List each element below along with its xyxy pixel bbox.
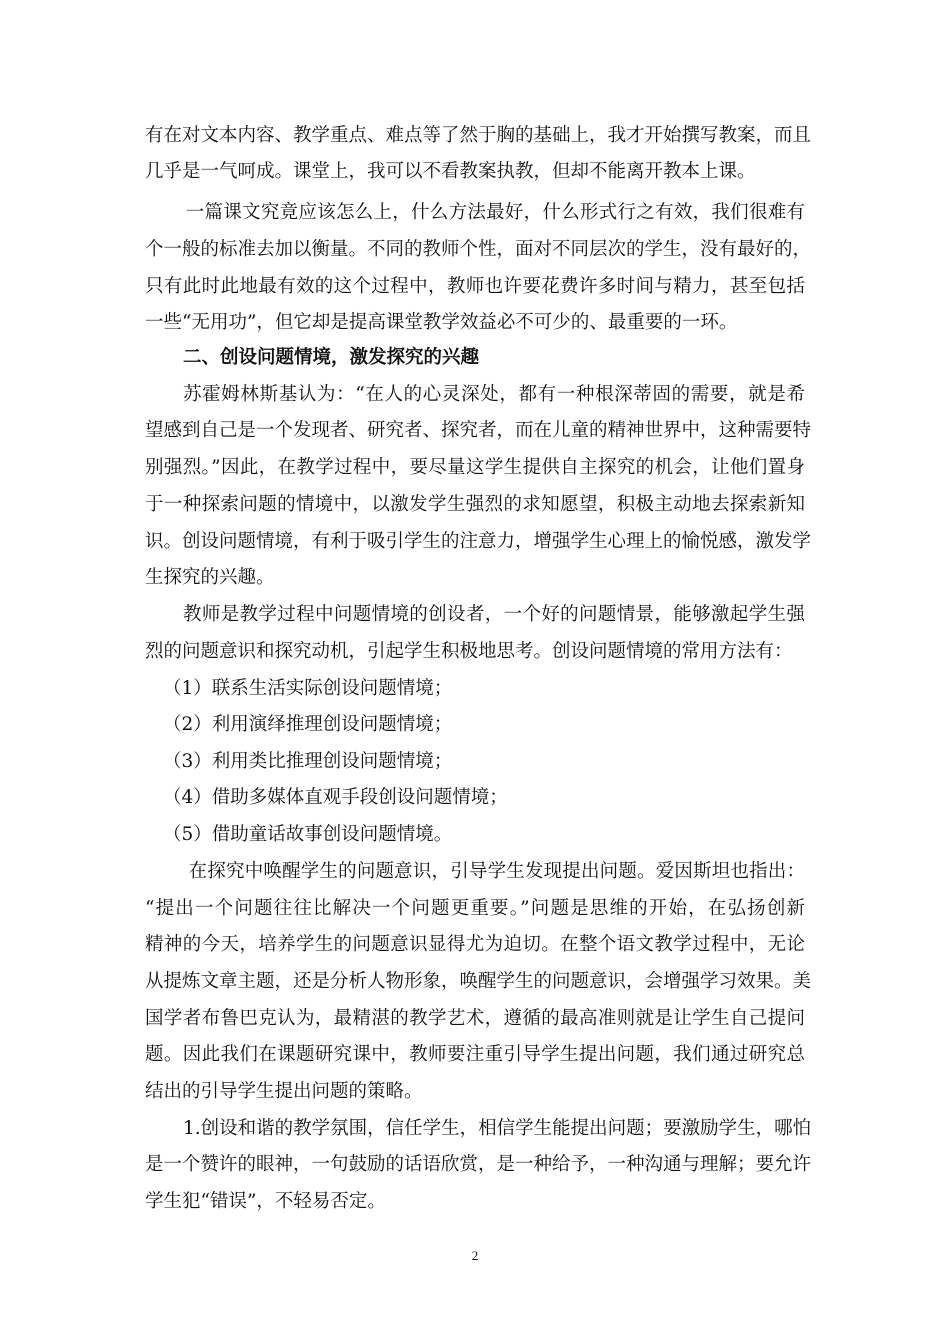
paragraph-line: 精神的今天，培养学生的问题意识显得尤为迫切。在整个语文教学过程中，无论	[145, 934, 805, 955]
paragraph-line: 是一个赞许的眼神，一句鼓励的话语欣赏，是一种给予，一种沟通与理解；要允许	[145, 1154, 812, 1175]
paragraph-line: 1.创设和谐的教学氛围，信任学生，相信学生能提出问题；要激励学生，哪怕	[183, 1118, 812, 1139]
list-item: （4）借助多媒体直观手段创设问题情境；	[163, 787, 508, 808]
paragraph-line: 于一种探索问题的情境中，以激发学生强烈的求知愿望，积极主动地去探索新知	[145, 494, 805, 515]
paragraph-line: 只有此时此地最有效的这个过程中，教师也许要花费许多时间与精力，甚至包括	[145, 276, 805, 297]
section-heading: 二、创设问题情境，激发探究的兴趣	[183, 347, 480, 368]
paragraph-line: 结出的引导学生提出问题的策略。	[145, 1081, 423, 1102]
paragraph-line: 个一般的标准去加以衡量。不同的教师个性，面对不同层次的学生，没有最好的，	[145, 239, 812, 260]
paragraph-line: 一些“无用功”，但它却是提高课堂教学效益必不可少的、最重要的一环。	[145, 312, 738, 333]
page-number: 2	[471, 1248, 479, 1263]
paragraph-line: 从提炼文章主题，还是分析人物形象，唤醒学生的问题意识，会增强学习效果。美	[145, 971, 812, 992]
paragraph-line: 生探究的兴趣。	[145, 567, 275, 588]
paragraph-line: 学生犯“错误”，不轻易否定。	[145, 1191, 386, 1212]
paragraph-line: 一篇课文究竟应该怎么上，什么方法最好，什么形式行之有效，我们很难有	[167, 202, 805, 223]
list-item: （2）利用演绎推理创设问题情境；	[163, 714, 453, 735]
paragraph-line: 望感到自己是一个发现者、研究者、探究者，而在儿童的精神世界中，这种需要特	[145, 420, 812, 441]
paragraph-line: 苏霍姆林斯基认为：“在人的心灵深处，都有一种根深蒂固的需要，就是希	[183, 384, 805, 405]
list-item: （5）借助童话故事创设问题情境。	[163, 824, 453, 845]
paragraph-line: 题。因此我们在课题研究课中，教师要注重引导学生提出问题，我们通过研究总	[145, 1044, 805, 1065]
paragraph-line: 识。创设问题情境，有利于吸引学生的注意力，增强学生心理上的愉悦感，激发学	[145, 531, 812, 552]
list-item: （3）利用类比推理创设问题情境；	[163, 751, 453, 772]
paragraph-line: 烈的问题意识和探究动机，引起学生积极地思考。创设问题情境的常用方法有：	[145, 641, 793, 662]
paragraph-line: 教师是教学过程中问题情境的创设者，一个好的问题情景，能够激起学生强	[183, 604, 805, 625]
paragraph-line: 别强烈。”因此，在教学过程中，要尽量这学生提供自主探究的机会，让他们置身	[145, 457, 805, 478]
paragraph-line: 国学者布鲁巴克认为，最精湛的教学艺术，遵循的最高准则就是让学生自己提问	[145, 1008, 805, 1029]
list-item: （1）联系生活实际创设问题情境；	[163, 678, 453, 699]
paragraph-line: 在探究中唤醒学生的问题意识，引导学生发现提出问题。爱因斯坦也指出：	[170, 861, 805, 882]
paragraph-line: 有在对文本内容、教学重点、难点等了然于胸的基础上，我才开始撰写教案，而且	[145, 125, 812, 146]
paragraph-line: 几乎是一气呵成。课堂上，我可以不看教案执教，但却不能离开教本上课。	[145, 161, 756, 182]
paragraph-line: “提出一个问题往往比解决一个问题更重要。”问题是思维的开始，在弘扬创新	[145, 898, 805, 919]
